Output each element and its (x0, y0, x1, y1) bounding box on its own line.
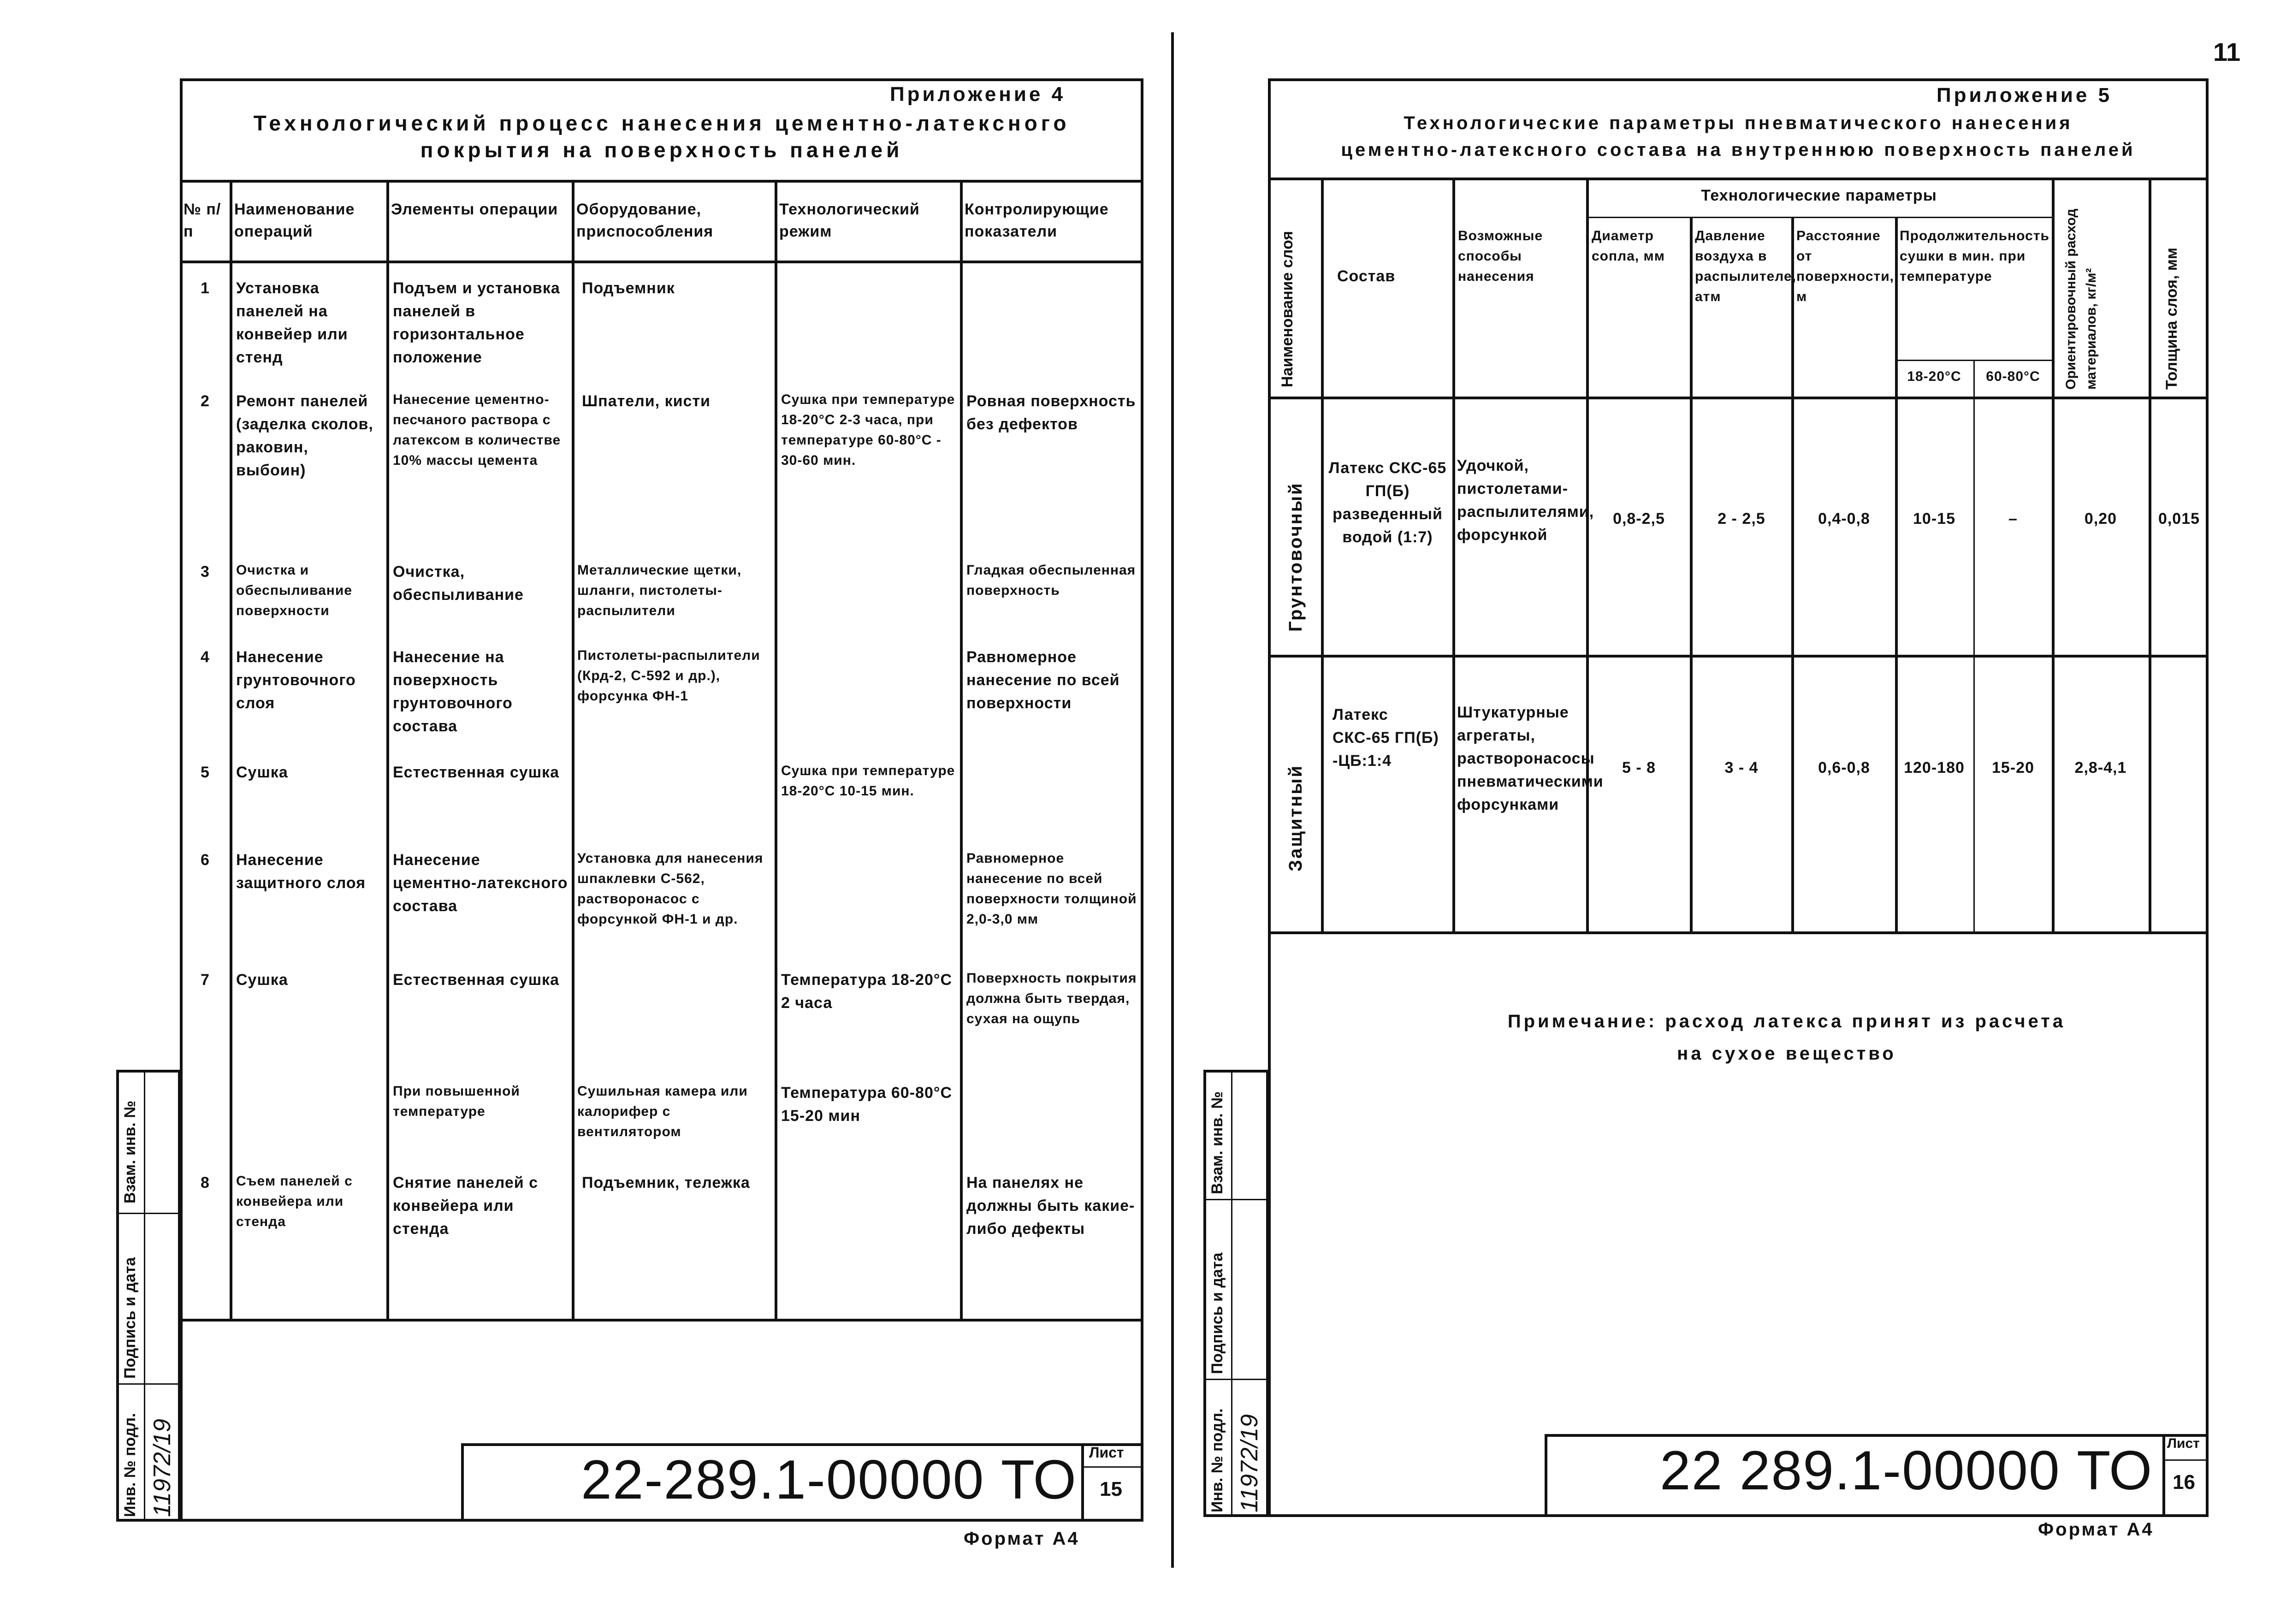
right-table-top (1268, 178, 2209, 180)
right-stamp-sep (1203, 1199, 1269, 1200)
left-col-line (386, 180, 389, 1319)
table-cell: 0,20 (2084, 510, 2117, 528)
table-cell: 120-180 (1904, 759, 1965, 776)
right-header-composition: Состав (1337, 267, 1396, 285)
table-cell: Температура 60-80°С 15-20 мин (781, 1084, 953, 1125)
right-col-line (1973, 360, 1975, 931)
left-title-block-divider (1081, 1443, 1084, 1522)
table-cell: Нанесение цементно-латексного состава (393, 851, 568, 915)
table-cell: 2 (201, 392, 210, 410)
table-cell: 0,4-0,8 (1818, 510, 1870, 528)
right-header-bottom (1268, 397, 2209, 399)
right-doc-code: 22 289.1-00000 ТО (1660, 1440, 2153, 1501)
right-table-bottom (1268, 931, 2209, 934)
table-cell: Нанесение на поверхность грунтовочного состава (393, 648, 513, 735)
left-header-elements: Элементы операции (391, 201, 558, 218)
left-sheet-number: 15 (1100, 1478, 1122, 1500)
right-col-line (1586, 178, 1589, 931)
right-appendix-label: Приложение 5 (1937, 84, 2113, 107)
table-cell: Снятие панелей с конвейера или стенда (393, 1174, 539, 1238)
table-cell: На панелях не должны быть какие-либо дефекты (966, 1174, 1135, 1238)
table-cell: Естественная сушка (393, 764, 559, 781)
table-cell: Съем панелей с конвейера или стенда (236, 1174, 353, 1229)
right-stamp-col (1231, 1070, 1232, 1517)
right-header-nozzle: Диаметр сопла, мм (1592, 228, 1665, 264)
left-col-line (775, 180, 777, 1319)
right-header-thickness: Толщина слоя, мм (2163, 247, 2180, 390)
table-cell: Естественная сушка (393, 971, 559, 989)
left-stamp-label: Подпись и дата (121, 1257, 139, 1379)
table-cell: При повышенной температуре (393, 1084, 520, 1119)
left-sheet-label: Лист (1089, 1444, 1124, 1461)
right-format: Формат А4 (2038, 1519, 2154, 1540)
table-cell: 7 (201, 971, 210, 989)
left-header-num: № п/п (184, 201, 221, 240)
table-cell: Подъем и установка панелей в горизонтальное положение (393, 279, 560, 366)
right-col-line (2052, 178, 2055, 931)
left-title: Технологический процесс нанесения цементно-латексного покрытия на поверхность панелей (253, 111, 1070, 162)
right-col-line (1895, 217, 1898, 931)
table-cell: Равномерное нанесение по всей поверхности (966, 648, 1120, 712)
left-col-line (230, 180, 232, 1319)
right-header-layer: Наименование слоя (1279, 231, 1296, 387)
table-cell: 5 - 8 (1622, 759, 1656, 776)
left-format: Формат А4 (964, 1529, 1080, 1549)
right-header-t1: 18-20°С (1907, 369, 1961, 384)
table-cell: Подъемник, тележка (582, 1174, 750, 1191)
right-col-line (1791, 217, 1794, 931)
right-stamp-label: Инв. № подл. (1208, 1408, 1226, 1512)
table-cell: Ровная поверхность без дефектов (966, 392, 1136, 433)
table-cell: Ремонт панелей (заделка сколов, раковин, выбоин) (236, 392, 373, 479)
left-header-bottom (180, 261, 1143, 263)
right-sheet-label: Лист (2167, 1436, 2200, 1451)
table-cell: 3 - 4 (1724, 759, 1759, 776)
left-stamp-sep (116, 1213, 181, 1214)
right-header-duration: Продолжительность сушки в мин. при температуре (1900, 228, 2049, 284)
right-title: Технологические параметры пневматического нанесения цементно-латексного состава на внутреннюю поверхность панелей (1341, 113, 2136, 160)
right-row-layer: Защитный (1285, 764, 1306, 871)
right-note: Примечание: расход латекса принят из расчета на сухое вещество (1507, 1011, 2066, 1064)
table-cell: Латекс СКС-65 ГП(Б) -ЦБ:1:4 (1333, 706, 1439, 770)
right-header-consumption: Ориентировочный расход материалов, кг/м² (2063, 208, 2099, 390)
table-cell: Сушка (236, 971, 288, 989)
right-stamp-sep (1203, 1379, 1269, 1380)
right-header-methods: Возможные способы нанесения (1458, 228, 1543, 284)
left-col-line (960, 180, 963, 1319)
left-inv-number: 11972/19 (149, 1418, 176, 1517)
right-title-block-divider (2162, 1434, 2165, 1517)
left-appendix-label: Приложение 4 (890, 83, 1066, 106)
table-cell: Латекс СКС-65 ГП(Б) разведенный водой (1:7) (1328, 459, 1447, 546)
right-col-line (1690, 217, 1693, 931)
table-cell: 15-20 (1992, 759, 2034, 776)
table-cell: 2 - 2,5 (1718, 510, 1765, 528)
table-cell: Нанесение цементно-песчаного раствора с латексом в количестве 10% массы цемента (393, 392, 561, 468)
right-header-t2: 60-80°С (1986, 369, 2040, 384)
left-sheet-divider (1081, 1466, 1143, 1468)
table-cell: Очистка и обеспыливание поверхности (236, 563, 353, 618)
table-cell: Подъемник (582, 279, 675, 297)
table-cell: 6 (201, 851, 210, 869)
right-sheet-divider (2162, 1459, 2209, 1461)
left-table-bottom (180, 1319, 1143, 1322)
table-cell: Сушка (236, 764, 288, 781)
table-cell: 3 (201, 563, 210, 581)
right-col-line (1452, 178, 1455, 931)
table-cell: 0,015 (2158, 510, 2200, 528)
right-stamp-label: Взам. инв. № (1208, 1091, 1226, 1194)
table-cell: Поверхность покрытия должна быть твердая, сухая на ощупь (966, 971, 1137, 1026)
left-doc-code: 22-289.1-00000 ТО (581, 1449, 1077, 1511)
left-table-top (180, 180, 1143, 183)
right-sheet-number: 16 (2173, 1471, 2195, 1494)
left-header-mode: Технологический режим (779, 201, 920, 240)
table-cell: Сушка при температуре 18-20°С 2-3 часа, при температуре 60-80°С - 30-60 мин. (781, 392, 955, 468)
table-cell: 0,8-2,5 (1613, 510, 1665, 528)
table-cell: Очистка, обеспыливание (393, 563, 524, 604)
table-cell: 4 (201, 648, 210, 666)
table-cell: 0,6-0,8 (1818, 759, 1870, 776)
table-cell: Сушка при температуре 18-20°С 10-15 мин. (781, 763, 955, 799)
left-header-name: Наименование операций (234, 201, 355, 240)
table-cell: 1 (201, 279, 210, 297)
page-number: 11 (2213, 37, 2241, 66)
table-cell: 2,8-4,1 (2074, 759, 2127, 776)
right-header-distance: Расстояние от поверхности, м (1796, 228, 1894, 304)
left-header-control: Контролирующие показатели (965, 201, 1109, 240)
table-cell: Нанесение грунтовочного слоя (236, 648, 356, 712)
left-stamp-label: Взам. инв. № (121, 1100, 139, 1203)
right-group-line (1586, 217, 2052, 218)
left-stamp-col (144, 1070, 145, 1522)
table-cell: Шпатели, кисти (582, 392, 711, 410)
right-col-line (1321, 178, 1324, 931)
table-cell: 8 (201, 1174, 210, 1191)
table-cell: Гладкая обеспыленная поверхность (966, 563, 1136, 598)
table-cell: Пистолеты-распылители (Крд-2, С-592 и др.), форсунка ФН-1 (577, 648, 760, 704)
right-header-group: Технологические параметры (1701, 187, 1937, 204)
table-cell: 5 (201, 764, 210, 781)
table-cell: Удочкой, пистолетами-распылителями, форсункой (1457, 457, 1594, 544)
left-stamp-label: Инв. № подл. (121, 1413, 139, 1517)
table-cell: Металлические щетки, шланги, пистолеты-распылители (577, 563, 742, 618)
right-stamp-label: Подпись и дата (1208, 1252, 1226, 1374)
table-cell: Температура 18-20°С 2 часа (781, 971, 953, 1012)
table-cell: – (2008, 510, 2018, 528)
table-cell: 10-15 (1913, 510, 1955, 528)
right-row-sep (1268, 655, 2209, 658)
right-col-line (2149, 178, 2151, 931)
right-header-pressure: Давление воздуха в распылителе, атм (1695, 228, 1796, 304)
right-inv-number: 11972/19 (1236, 1414, 1263, 1512)
table-cell: Установка панелей на конвейер или стенд (236, 279, 348, 366)
right-row-layer: Грунтовочный (1285, 482, 1306, 632)
left-header-equipment: Оборудование, приспособления (576, 201, 714, 240)
left-stamp-sep (116, 1383, 181, 1385)
table-cell: Сушильная камера или калорифер с вентилятором (577, 1084, 748, 1139)
left-col-line (572, 180, 574, 1319)
table-cell: Нанесение защитного слоя (236, 851, 366, 892)
table-cell: Установка для нанесения шпаклевки С-562, растворонасос с форсункой ФН-1 и др. (577, 851, 764, 927)
table-cell: Равномерное нанесение по всей поверхности толщиной 2,0-3,0 мм (966, 851, 1137, 927)
page-divider (1171, 32, 1174, 1568)
table-cell: Штукатурные агрегаты, растворонасосы пневматическими форсунками (1457, 704, 1604, 813)
